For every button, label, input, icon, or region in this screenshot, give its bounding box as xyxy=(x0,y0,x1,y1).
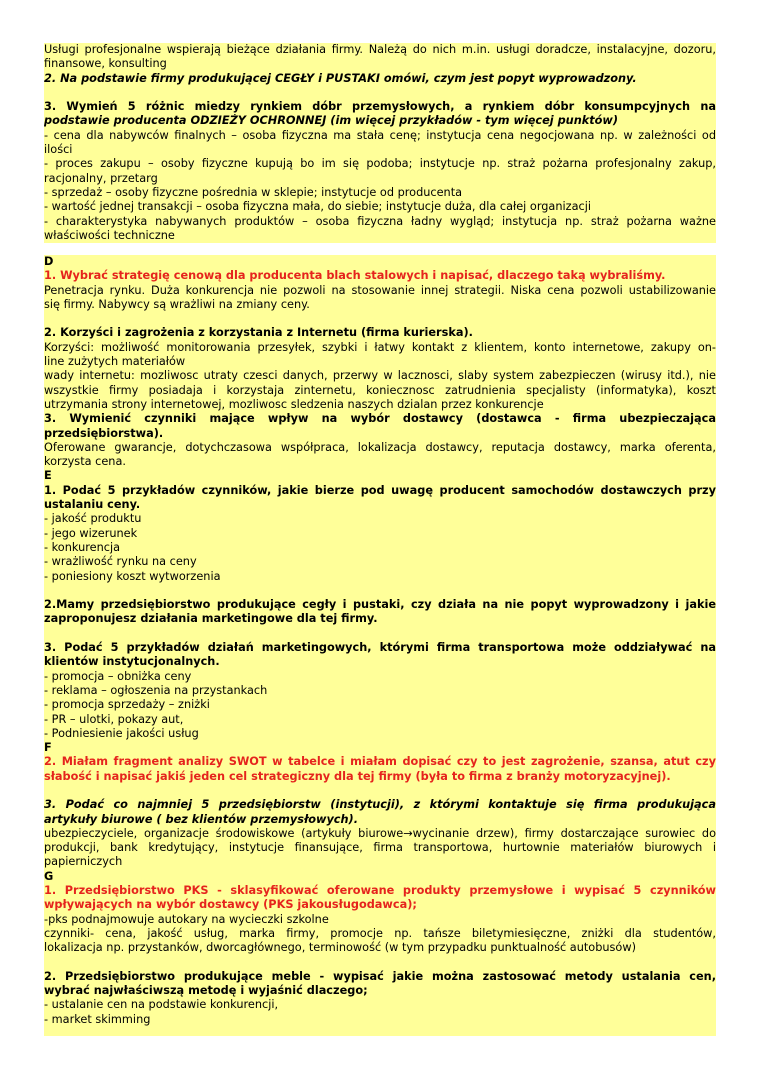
list-item: - ustalanie cen na podstawie konkurencji, xyxy=(44,998,279,1012)
text-line: Oferowane gwarancje, dotychczasowa współpraca, lokalizacja dostawcy, reputacja dostawcy, marka oferenta, xyxy=(44,440,716,454)
section-label: D xyxy=(44,255,54,268)
text-line: - cena dla nabywców finalnych – osoba fizyczna ma stała cenę; instytucja cena negocjowana np. w zależności od xyxy=(44,128,716,142)
text-line: racjonalny, przetarg xyxy=(44,171,158,185)
question-heading: 3. Podać 5 przykładów działań marketingowych, którymi firma transportowa może oddziaływać na xyxy=(44,641,716,655)
list-item: - jego wizerunek xyxy=(44,526,138,540)
spacer xyxy=(44,784,716,798)
text-line: line zużytych materiałów xyxy=(44,355,186,369)
question-heading: 1. Wybrać strategię cenową dla producenta blach stalowych i napisać, dlaczego taką wybraliśmy. xyxy=(44,269,666,283)
text-line: wady internetu: mozliwosc utraty czesci danych, przerwy w lacznosci, slaby system zabezpieczen (wirusy itd.), nie xyxy=(44,369,716,383)
question-heading: 2. Korzyści i zagrożenia z korzystania z Internetu (firma kurierska). xyxy=(44,326,473,340)
list-item: - PR – ulotki, pokazy aut, xyxy=(44,712,184,726)
highlight-block-top xyxy=(44,43,716,243)
text-line: czynniki- cena, jakość usług, marka firmy, promocje np. tańsze biletymiesięczne, zniżki dla studentów, xyxy=(44,926,716,940)
question-heading: wpływających na wybór dostawcy (PKS jakousługodawca); xyxy=(44,898,417,912)
question-heading: 2.Mamy przedsiębiorstwo produkujące cegły i pustaki, czy działa na nie popyt wyprowadzony i jakie xyxy=(44,598,716,612)
text-line: papierniczych xyxy=(44,855,123,869)
text-line: ubezpieczyciele, organizacje środowiskowe (artykuły biurowe→wycinanie drzew), firmy dostarczające surowiec do xyxy=(44,826,716,840)
text-line: lokalizacja np. przystanków, dworcagłównego, terminowość (w tym przypadku punktualność autobusów) xyxy=(44,941,636,955)
text-line: -pks podnajmowuje autokary na wycieczki szkolne xyxy=(44,912,329,926)
text-line: korzysta cena. xyxy=(44,455,126,469)
text-line: produkcji, bank kredytujący, instytucje finansujące, firma transportowa, hurtownie materiałów biurowych i xyxy=(44,841,716,855)
text-line: Usługi profesjonalne wspierają bieżące działania firmy. Należą do nich m.in. usługi doradcze, instalacyjne, dozoru, xyxy=(44,43,716,56)
section-label: E xyxy=(44,469,52,483)
question-heading: 3. Podać co najmniej 5 przedsiębiorstw (instytucji), z którymi kontaktuje się firma produkująca xyxy=(44,798,716,812)
question-heading: artykuły biurowe ( bez klientów przemysłowych). xyxy=(44,812,359,826)
section-label: F xyxy=(44,741,52,755)
question-heading: 1. Przedsiębiorstwo PKS - sklasyfikować oferowane produkty przemysłowe i wypisać 5 czynników xyxy=(44,884,716,898)
question-heading: 2. Na podstawie firmy produkującej CEGŁY i PUSTAKI omówi, czym jest popyt wyprowadzony. xyxy=(44,71,637,85)
text-line: się firmy. Nabywcy są wrażliwi na zmiany ceny. xyxy=(44,297,310,311)
question-heading: przedsiębiorstwa). xyxy=(44,426,164,440)
text-line: utrzymania strony internetowej, mozliwosc sledzenia naszych dzialan przez konkurencje xyxy=(44,397,544,411)
question-heading: 3. Wymień 5 różnic miedzy rynkiem dóbr przemysłowych, a rynkiem dóbr konsumpcyjnych na xyxy=(44,100,716,114)
text-line: - charakterystyka nabywanych produktów – osoba fizyczna ładny wygląd; instytucja np. straż pożarna ważne xyxy=(44,214,716,228)
question-heading: 1. Podać 5 przykładów czynników, jakie bierze pod uwagę producent samochodów dostawczych przy xyxy=(44,483,716,497)
text-line: wszystkie firmy posiadaja i korzystaja zinternetu, koniecznosc zatrudnienia specjalisty (informatyka), koszt xyxy=(44,383,716,397)
question-heading: słabość i napisać jakiś jeden cel strategiczny dla tej firmy (była to firma z branży motoryzacyjnej). xyxy=(44,769,671,783)
question-heading: zaproponujesz działania marketingowe dla tej firmy. xyxy=(44,612,378,626)
spacer xyxy=(44,956,716,970)
question-heading: ustalaniu ceny. xyxy=(44,498,141,512)
spacer xyxy=(44,627,716,641)
text-line: Korzyści: możliwość monitorowania przesyłek, szybki i łatwy kontakt z klientem, konto internetowe, zakupy on- xyxy=(44,340,716,354)
spacer xyxy=(44,584,716,598)
text-line: - sprzedaż – osoby fizyczne pośrednia w sklepie; instytucje od producenta xyxy=(44,185,463,199)
text-line: ilości xyxy=(44,143,73,157)
question-heading: 2. Przedsiębiorstwo produkujące meble - wypisać jakie można zastosować metody ustalania cen, xyxy=(44,969,716,983)
spacer xyxy=(44,1027,716,1036)
text-line: właściwości techniczne xyxy=(44,228,175,242)
list-item: - poniesiony koszt wytworzenia xyxy=(44,569,221,583)
list-item: - Podniesienie jakości usług xyxy=(44,726,199,740)
text-line: - wartość jednej transakcji – osoba fizyczna mała, do siebie; instytucje duża, dla całej organizacji xyxy=(44,200,591,214)
question-heading: wybrać najwłaściwszą metodę i wyjaśnić dlaczego; xyxy=(44,984,368,998)
list-item: - reklama – ogłoszenia na przystankach xyxy=(44,683,268,697)
text-line: - proces zakupu – osoby fizyczne kupują bo im się podoba; instytucje np. straż pożarna profesjonalny zakup, xyxy=(44,157,716,171)
spacer xyxy=(44,312,716,326)
section-label: G xyxy=(44,869,54,883)
list-item: - konkurencja xyxy=(44,540,121,554)
question-heading: podstawie producenta ODZIEŻY OCHRONNEJ (im więcej przykładów - tym więcej punktów) xyxy=(44,114,619,128)
list-item: - jakość produktu xyxy=(44,512,142,526)
list-item: - wrażliwość rynku na ceny xyxy=(44,555,197,569)
spacer xyxy=(44,86,716,100)
highlight-block-main xyxy=(44,255,716,1036)
question-heading: 3. Wymienić czynniki mające wpływ na wybór dostawcy (dostawca - firma ubezpieczająca xyxy=(44,412,716,426)
list-item: - promocja sprzedaży – zniżki xyxy=(44,698,210,712)
list-item: - market skimming xyxy=(44,1012,151,1026)
question-heading: 2. Miałam fragment analizy SWOT w tabelce i miałam dopisać czy to jest zagrożenie, szansa, atut czy xyxy=(44,755,716,769)
text-line: finansowe, konsulting xyxy=(44,57,167,71)
question-heading: klientów instytucjonalnych. xyxy=(44,655,220,669)
text-line: Penetracja rynku. Duża konkurencja nie pozwoli na stosowanie innej strategii. Niska cena pozwoli ustabilizowanie xyxy=(44,283,716,297)
list-item: - promocja – obniżka ceny xyxy=(44,669,192,683)
